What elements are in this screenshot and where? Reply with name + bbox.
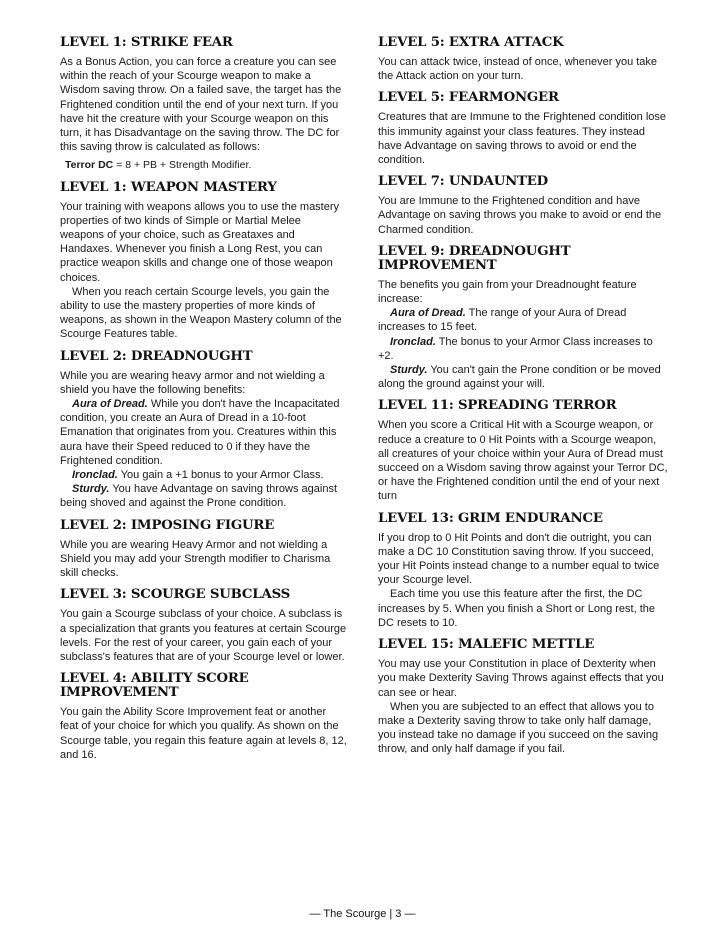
paragraph-text: When you are subjected to an effect that allows you to make a Dexterity saving throw to take only half damage, you instead take no damage if you succeed on the saving throw, and only half damage if you fail. <box>378 700 659 756</box>
feature-level-11-spreading-terror <box>378 399 668 503</box>
feature-heading: LEVEL 7: UNDAUNTED <box>378 174 549 190</box>
feature-heading: LEVEL 2: IMPOSING FIGURE <box>60 517 275 533</box>
paragraph-lead: Sturdy. <box>390 364 428 377</box>
paragraph-text: If you drop to 0 Hit Points and don't die outright, you can make a DC 10 Constitution saving throw. If you succeed, your Hit Points instead change to a number equal to twice your Scourge level. <box>378 531 660 587</box>
paragraph-text: While you are wearing heavy armor and not wielding a shield you have the following benefits: <box>60 369 325 396</box>
paragraph-text: The benefits you gain from your Dreadnought feature increase: <box>378 278 637 306</box>
paragraph-text: You may use your Constitution in place of Dexterity when you make Dexterity Saving Throws against effects that you can see or hear. <box>378 658 664 699</box>
feature-level-1-strike-fear <box>60 36 347 173</box>
paragraph-text: You are Immune to the Frightened condition and have Advantage on saving throws you make to avoid or end the Charmed condition. <box>378 195 662 236</box>
feature-paragraph <box>378 363 668 391</box>
right-column <box>378 36 668 765</box>
feature-paragraph <box>60 705 347 762</box>
feature-paragraph <box>60 369 347 397</box>
paragraph-lead: Sturdy. <box>72 483 110 496</box>
feature-level-13-grim-endurance <box>378 512 668 630</box>
paragraph-lead: Aura of Dread. <box>72 398 148 411</box>
feature-paragraph <box>378 587 668 630</box>
feature-paragraph <box>378 335 668 363</box>
feature-heading: LEVEL 1: WEAPON MASTERY <box>60 179 277 195</box>
feature-level-2-dreadnought <box>60 350 347 511</box>
paragraph-text: = 8 + PB + Strength Modifier. <box>113 159 252 172</box>
paragraph-text: You gain the Ability Score Improvement feat or another feat of your choice for which you qualify. As shown on the Scourge table, you regain this feature again at levels 8, 12, and 16. <box>60 706 347 761</box>
paragraph-text: Creatures that are Immune to the Frightened condition lose this immunity against your class features. They instead have Advantage on saving throws to avoid or end the condition. <box>378 111 666 167</box>
left-column <box>60 36 347 770</box>
paragraph-text: You gain a +1 bonus to your Armor Class. <box>117 469 324 482</box>
feature-level-4-ability-score-improvement <box>60 672 347 762</box>
paragraph-text: You gain a Scourge subclass of your choice. A subclass is a specialization that grants you features at certain Scourge levels. For the rest of your career, you gain each of your subclass's features that are of your Scourge level or lower. <box>60 608 347 663</box>
paragraph-text: While you are wearing Heavy Armor and not wielding a Shield you may add your Strength modifier to Charisma skill checks. <box>60 538 331 580</box>
feature-level-15-malefic-mettle <box>378 638 668 756</box>
feature-heading: LEVEL 15: MALEFIC METTLE <box>378 637 595 653</box>
feature-paragraph <box>378 418 668 503</box>
feature-heading: LEVEL 5: EXTRA ATTACK <box>378 35 564 50</box>
feature-paragraph <box>378 278 668 306</box>
feature-heading: LEVEL 1: STRIKE FEAR <box>60 35 233 50</box>
feature-level-5-fearmonger <box>378 91 668 167</box>
feature-paragraph <box>60 538 347 581</box>
feature-paragraph <box>60 55 347 154</box>
feature-level-1-weapon-mastery <box>60 181 347 342</box>
feature-paragraph <box>378 194 668 237</box>
paragraph-text: Your training with weapons allows you to use the mastery properties of two kinds of Simple or Martial Melee weapons of your choice, such as Greataxes and Handaxes. Whenever you finish a Long Rest, you can practice weapon skills and change one of those weapon choices. <box>60 200 340 284</box>
paragraph-lead: Ironclad. <box>72 469 118 482</box>
paragraph-lead: Aura of Dread. <box>390 307 466 320</box>
paragraph-text: When you reach certain Scourge levels, you gain the ability to use the mastery properties of more kinds of weapons, as shown in the Weapon Mastery column of the Scourge Features table. <box>60 285 342 341</box>
feature-paragraph <box>60 200 347 285</box>
feature-paragraph <box>378 110 668 167</box>
feature-heading: LEVEL 9: DREADNOUGHT IMPROVEMENT <box>378 243 571 273</box>
feature-paragraph <box>60 397 347 468</box>
feature-paragraph <box>60 607 347 664</box>
feature-paragraph <box>378 55 668 83</box>
feature-heading: LEVEL 11: SPREADING TERROR <box>378 398 617 414</box>
feature-level-9-dreadnought-improvement <box>378 245 668 392</box>
feature-level-5-extra-attack <box>378 36 668 83</box>
feature-heading: LEVEL 4: ABILITY SCORE IMPROVEMENT <box>60 671 249 701</box>
paragraph-text: Each time you use this feature after the first, the DC increases by 5. When you finish a Short or Long rest, the DC resets to 10. <box>378 588 655 629</box>
feature-heading: LEVEL 5: FEARMONGER <box>378 90 559 106</box>
feature-paragraph <box>378 700 668 757</box>
feature-heading: LEVEL 3: SCOURGE SUBCLASS <box>60 587 291 603</box>
page-footer: — The Scourge | 3 — <box>309 908 416 920</box>
paragraph-text: You have Advantage on saving throws against being shoved and against the Prone condition. <box>60 483 338 510</box>
paragraph-text: The bonus to your Armor Class increases to +2. <box>378 335 653 362</box>
paragraph-text: You can't gain the Prone condition or be moved along the ground against your will. <box>378 364 661 391</box>
feature-paragraph <box>378 657 668 700</box>
feature-paragraph <box>60 285 347 342</box>
feature-heading: LEVEL 2: DREADNOUGHT <box>60 348 253 364</box>
feature-paragraph <box>60 482 347 510</box>
feature-level-7-undaunted <box>378 175 668 237</box>
paragraph-text: When you score a Critical Hit with a Scourge weapon, or reduce a creature to 0 Hit Points with a Scourge weapon, all creatures of your choice within your Aura of Dread must succeed on a Wisdom saving throw against your Terror DC, or have the Frightened condition until the end of your next turn <box>378 419 668 503</box>
feature-level-2-imposing-figure <box>60 519 347 581</box>
paragraph-lead: Ironclad. <box>390 335 436 348</box>
paragraph-text: While you don't have the Incapacitated condition, you create an Aura of Dread in a 10-foot Emanation that originates from you. Creatures within this aura have their Speed reduced to 0 if they have the Frightened condition. <box>60 398 340 467</box>
paragraph-text: The range of your Aura of Dread increases to 15 feet. <box>378 307 627 334</box>
paragraph-text: As a Bonus Action, you can force a creature you can see within the reach of your Scourge weapon to make a Wisdom saving throw. On a failed save, the target has the Frightened condition until the end of your next turn. If you have hit the creature with your Scourge weapon on this turn, it has Disadvantage on the saving throw. The DC for this saving throw is calculated as follows: <box>60 56 342 154</box>
paragraph-text: You can attack twice, instead of once, whenever you take the Attack action on your turn. <box>378 56 658 83</box>
feature-paragraph <box>60 468 347 482</box>
feature-paragraph <box>378 531 668 588</box>
terror-dc-formula <box>60 158 347 172</box>
feature-paragraph <box>378 306 668 334</box>
feature-level-3-scourge-subclass <box>60 588 347 664</box>
feature-heading: LEVEL 13: GRIM ENDURANCE <box>378 510 603 526</box>
paragraph-lead: Terror DC <box>65 159 114 172</box>
